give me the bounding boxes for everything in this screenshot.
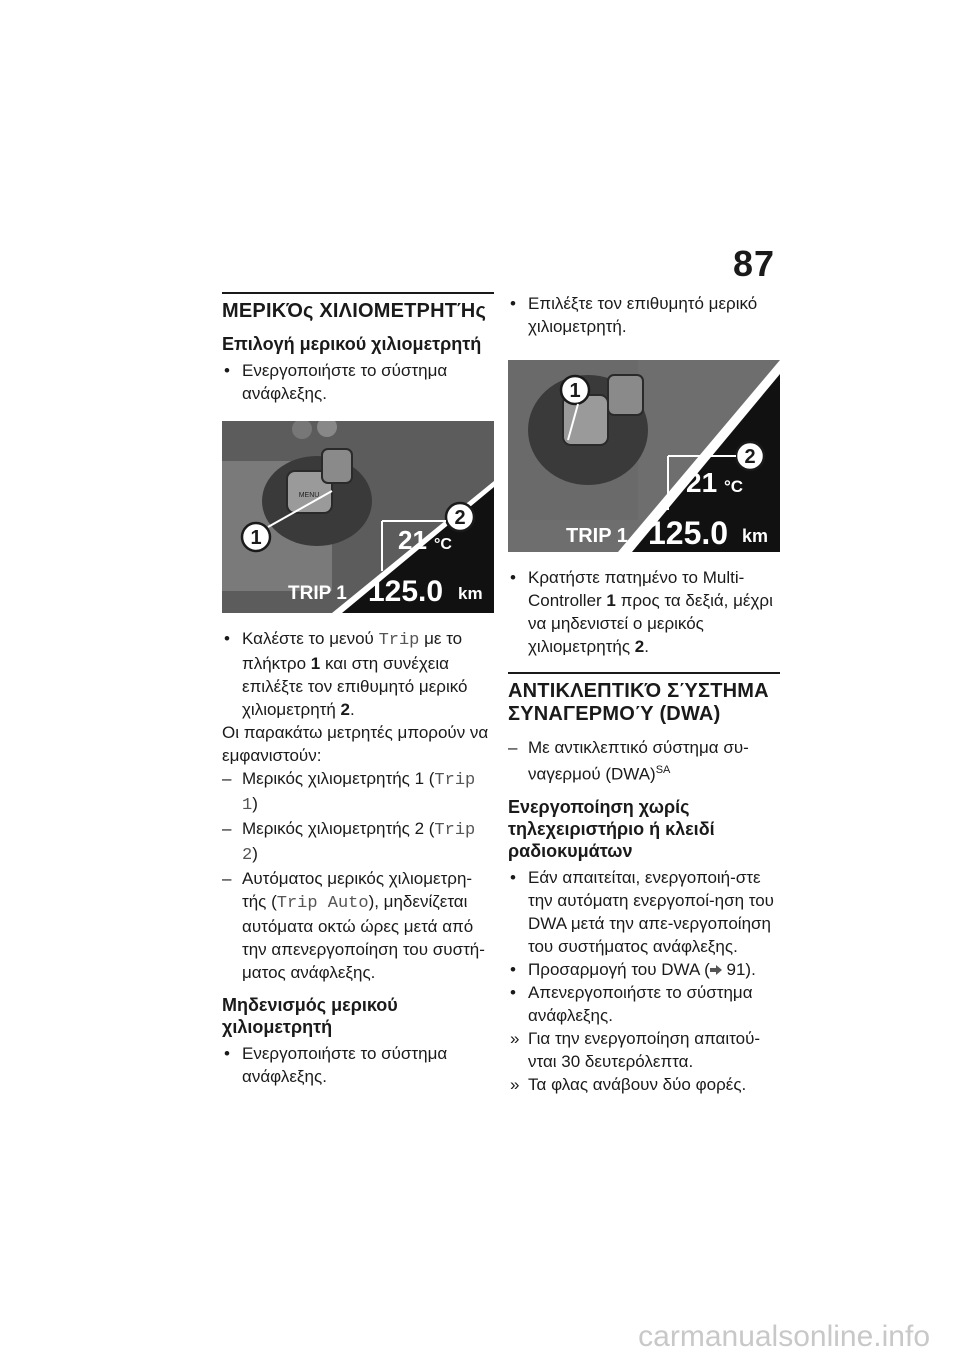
figure-multi-controller	[508, 360, 780, 552]
bullet-marker: •	[510, 867, 516, 887]
dash-marker: –	[222, 769, 232, 788]
subheading-reset-trip: Μηδενισμός μερικού χιλιομετρητή	[222, 995, 398, 1037]
trip-unit: km	[458, 584, 483, 603]
watermark: carmanualsonline.info	[638, 1320, 930, 1353]
step-call-trip-menu: • Καλέστε το μενού Trip με το πλήκτρο 1 και στη συνέχεια επιλέξτε τον επιθυμητό μερικό χιλιομετρητή 2.	[224, 629, 468, 719]
trip-label: TRIP 1	[566, 525, 628, 547]
result-marker: »	[510, 1074, 520, 1094]
step-select-trip: • Επιλέξτε τον επιθυμητό μερικό χιλιομετρητή.	[510, 294, 758, 336]
trip-value: 125.0	[368, 575, 444, 608]
result-activation-time: » Για την ενεργοποίηση απαιτού-νται 30 δευτερόλεπτα.	[510, 1028, 761, 1071]
menu-button-label: MENU	[298, 492, 320, 499]
step-ignition-on-2: • Ενεργοποιήστε το σύστημα ανάφλεξης.	[224, 1044, 448, 1086]
bullet-marker: •	[224, 629, 230, 648]
trip-unit: km	[742, 526, 769, 546]
step-ignition-off: • Απενεργοποιήστε το σύστημα ανάφλεξης.	[510, 982, 753, 1025]
dash-marker: –	[222, 819, 232, 838]
page-ref-arrow-icon	[710, 958, 722, 981]
step-hold-controller: • Κρατήστε πατημένο το Multi-Controller 1 προς τα δεξιά, μέχρι να μηδενιστεί ο μερικός χιλιομετρητής 2.	[510, 568, 773, 656]
sa-superscript: SA	[655, 764, 671, 776]
list-item-trip2: – Μερικός χιλιομετρητής 2 (Trip 2)	[222, 819, 476, 865]
result-marker: »	[510, 1028, 520, 1048]
bullet-marker: •	[224, 361, 230, 380]
callout-1-label: 1	[250, 527, 262, 549]
bullet-marker: •	[510, 982, 516, 1002]
figure-handlebar-controls	[222, 421, 494, 613]
bullet-marker: •	[510, 959, 516, 979]
subheading-activate-without-remote: Ενεργοποίηση χωρίς τηλεχειριστήριο ή κλειδί ραδιοκυμάτων	[508, 796, 715, 861]
trip-label: TRIP 1	[288, 583, 347, 604]
section-rule	[508, 672, 780, 674]
section-title-trip-meter: ΜΕΡΙΚΌς ΧΙΛΙΟΜΕΤΡΗΤΉς	[222, 300, 487, 322]
bullet-marker: •	[510, 294, 516, 313]
bullet-marker: •	[224, 1044, 230, 1063]
list-item-trip-auto: – Αυτόματος μερικός χιλιομετρη-τής (Trip Auto), μηδενίζεται αυτόματα οκτώ ώρες μετά από την απενεργοποίηση του συστή-ματος ανάφλεξης.	[222, 869, 485, 982]
dash-marker: –	[222, 869, 232, 888]
page-number: 87	[732, 243, 775, 284]
result-indicators-flash: » Τα φλας ανάβουν δύο φορές.	[510, 1074, 747, 1094]
section-rule	[222, 292, 494, 294]
temperature-unit: °C	[724, 477, 744, 496]
left-column	[222, 292, 494, 1088]
right-column	[508, 292, 780, 1096]
temperature-unit: °C	[434, 536, 452, 553]
callout-2-label: 2	[454, 507, 466, 529]
step-adjust-dwa: • Προσαρμογή του DWA ( 91).	[510, 959, 756, 979]
subheading-select-trip: Επιλογή μερικού χιλιομετρητή	[222, 334, 482, 354]
trip-value: 125.0	[648, 515, 729, 551]
dash-marker: –	[508, 738, 518, 757]
list-item-dwa-option: – Με αντικλεπτικό σύστημα συ-ναγερμού (DWA)$^{SA}$	[508, 738, 749, 784]
temperature-value: 21	[398, 525, 427, 555]
paragraph-counters: Οι παρακάτω μετρητές μπορούν να εμφανιστούν:	[222, 723, 489, 765]
step-auto-activation: • Εάν απαιτείται, ενεργοποιή-στε την αυτόματη ενεργοποί-ηση του DWA μετά την απε-νεργοποίηση του συστήματος ανάφλεξης.	[510, 867, 774, 956]
list-item-trip1: – Μερικός χιλιομετρητής 1 (Trip 1)	[222, 769, 476, 815]
step-ignition-on: • Ενεργοποιήστε το σύστημα ανάφλεξης.	[224, 361, 448, 403]
page-reference-link[interactable]: 91	[726, 959, 746, 979]
callout-2-label: 2	[744, 446, 756, 468]
temperature-value: 21	[686, 467, 718, 498]
callout-1-label: 1	[569, 380, 581, 402]
section-title-dwa: ΑΝΤΙΚΛΕΠΤΙΚΌ ΣΎΣΤΗΜΑ ΣΥΝΑΓΕΡΜΟΎ (DWA)	[508, 680, 769, 725]
bullet-marker: •	[510, 568, 516, 587]
